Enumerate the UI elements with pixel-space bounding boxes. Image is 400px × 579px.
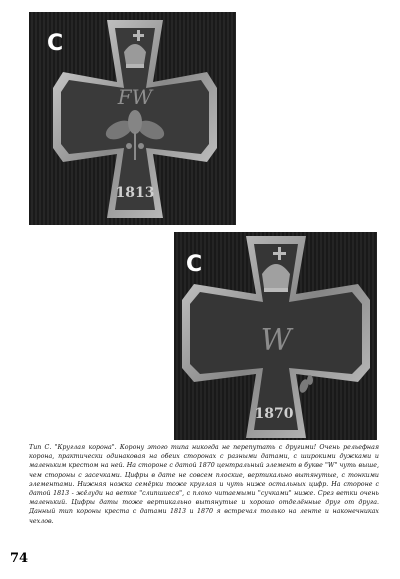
- page-number: 74: [10, 551, 29, 566]
- type-c-label-bottom: C: [186, 252, 203, 277]
- cross-photo-1870: [174, 232, 377, 440]
- cross-photo-1813: [29, 12, 236, 225]
- year-1813-text: 1813: [115, 185, 155, 201]
- type-c-label-top: C: [47, 31, 64, 56]
- svg-text:FW: FW: [117, 85, 153, 109]
- year-1870-text: 1870: [254, 406, 294, 422]
- caption-text: Тип С. "Круглая корона". Корону этого типа никогда не перепутать с другими! Очень рельефная корона, практически одинаковая на обеих сторонах с разными датами, с широкими дужками и маленьким крестом на ней. На стороне с датой 1870 центральный элемент в букве "W" чуть выше, чем стороны с засечками. Цифры в дате не совсем плоские, вертикально вытянутые, с тонкими элементами. Нижняя ножка семёрки тоже круглая и чуть ниже остальных цифр. На стороне с датой 1813 - жёлуди на ветке "слипшиеся", с плохо читаемыми "сучками" ниже. Срез ветки очень маленький. Цифры даты тоже вертикально вытянутые и хорошо отделённые друг от друга. Данный тип короны креста с датами 1813 и 1870 я встречал только на ленте и наконечниках чехлов.: [29, 444, 379, 525]
- iron-cross-1870-image: [174, 232, 377, 440]
- monogram-w-text: W: [260, 323, 292, 358]
